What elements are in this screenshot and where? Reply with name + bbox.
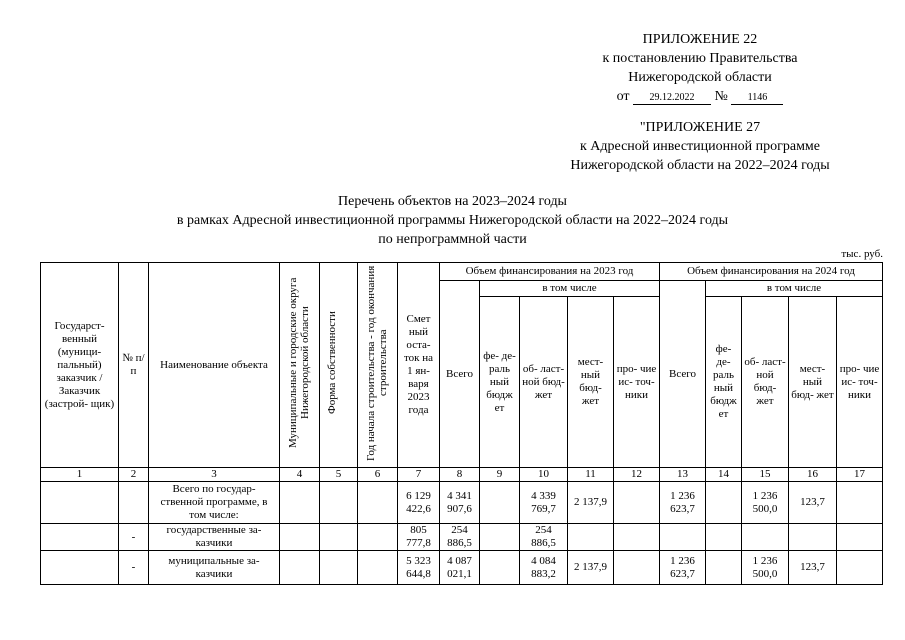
header-local-2023: мест- ный бюд- жет [568,297,614,468]
header-total-2023: Всего [440,281,480,468]
column-number: 17 [837,468,883,482]
cell-name: Всего по государ- ственной программе, в том числе: [149,482,280,524]
cell-fed24 [706,524,742,551]
header-federal-2024: фе- де- раль ный бюдж ет [706,297,742,468]
header-remaining: Смет ный оста- ток на 1 ян- варя 2023 года [398,263,440,468]
cell-reg23: 4 339 769,7 [520,482,568,524]
cell-reg23: 254 886,5 [520,524,568,551]
column-number: 13 [660,468,706,482]
header-federal-2023: фе- де- раль ный бюдж ет [480,297,520,468]
document-title [0,192,905,249]
cell-loc24 [789,524,837,551]
header-ownership-text: Форма собственности [325,311,338,415]
cell-oth23 [614,482,660,524]
cell-loc24: 123,7 [789,482,837,524]
cell-customer [41,551,119,585]
cell-loc23: 2 137,9 [568,551,614,585]
header-name: Наименование объекта [149,263,280,468]
cell-fed23 [480,524,520,551]
cell-remaining: 6 129 422,6 [398,482,440,524]
cell-reg24: 1 236 500,0 [742,482,789,524]
header-fin-2024: Объем финансирования на 2024 год [660,263,883,281]
decree-number: 1146 [731,91,783,105]
cell-ownership [320,524,358,551]
cell-fed24 [706,551,742,585]
column-number: 16 [789,468,837,482]
cell-oth23 [614,524,660,551]
column-number: 15 [742,468,789,482]
cell-district [280,551,320,585]
cell-num [119,482,149,524]
appendix-22-block [520,30,880,106]
column-number: 4 [280,468,320,482]
cell-ownership [320,551,358,585]
header-other-2023: про- чие ис- точ- ники [614,297,660,468]
header-regional-2024: об- ласт- ной бюд- жет [742,297,789,468]
header-local-2024: мест- ный бюд- жет [789,297,837,468]
cell-total23: 4 087 021,1 [440,551,480,585]
appendix-22-line2: Нижегородской области [628,70,772,85]
header-num: № п/п [119,263,149,468]
cell-district [280,482,320,524]
cell-total24: 1 236 623,7 [660,551,706,585]
column-number: 9 [480,468,520,482]
cell-remaining: 5 323 644,8 [398,551,440,585]
header-fin-2023: Объем финансирования на 2023 год [440,263,660,281]
appendix-22-title: ПРИЛОЖЕНИЕ 22 [642,32,758,47]
header-incl-2024: в том числе [706,281,883,297]
column-number: 2 [119,468,149,482]
cell-district [280,524,320,551]
cell-reg24: 1 236 500,0 [742,551,789,585]
table-row [41,551,883,585]
cell-oth24 [837,482,883,524]
column-numbers-row [41,468,883,482]
cell-customer [41,524,119,551]
header-total-2024: Всего [660,281,706,468]
column-number: 3 [149,468,280,482]
table-row [41,482,883,524]
column-number: 1 [41,468,119,482]
cell-fed23 [480,482,520,524]
column-number: 11 [568,468,614,482]
cell-ownership [320,482,358,524]
cell-name: муниципальные за- казчики [149,551,280,585]
cell-total24: 1 236 623,7 [660,482,706,524]
header-other-2024: про- чие ис- точ- ники [837,297,883,468]
cell-years [358,482,398,524]
title-line3: по непрограммной части [378,232,527,247]
cell-total23: 4 341 907,6 [440,482,480,524]
cell-loc23 [568,524,614,551]
header-years [358,263,398,468]
from-label: от [616,89,630,104]
header-customer: Государст- венный (муници- пальный) заказчик / Заказчик (застрой- щик) [41,263,119,468]
appendix-22-line1: к постановлению Правительства [602,51,798,66]
appendix-27-line2: Нижегородской области на 2022–2024 годы [570,158,830,173]
cell-name: государственные за- казчики [149,524,280,551]
cell-remaining: 805 777,8 [398,524,440,551]
appendix-27-line1: к Адресной инвестиционной программе [579,139,821,154]
cell-loc23: 2 137,9 [568,482,614,524]
header-years-text: Год начала строительства - год окончания строительства [364,265,389,461]
number-sign: № [714,89,728,104]
objects-table [40,262,883,585]
header-incl-2023: в том числе [480,281,660,297]
table-body [41,482,883,585]
cell-num: - [119,551,149,585]
title-line1: Перечень объектов на 2023–2024 годы [338,194,567,209]
header-regional-2023: об- ласт- ной бюд- жет [520,297,568,468]
header-district-text: Муниципальные и городские округа Нижегородской области [286,277,311,449]
cell-oth24 [837,524,883,551]
cell-oth23 [614,551,660,585]
cell-fed24 [706,482,742,524]
cell-years [358,551,398,585]
cell-total23: 254 886,5 [440,524,480,551]
column-number: 6 [358,468,398,482]
cell-reg23: 4 084 883,2 [520,551,568,585]
cell-loc24: 123,7 [789,551,837,585]
cell-years [358,524,398,551]
table-row [41,524,883,551]
column-number: 5 [320,468,358,482]
units-label: тыс. руб. [841,248,883,260]
cell-customer [41,482,119,524]
appendix-27-block [520,118,880,175]
appendix-27-title: "ПРИЛОЖЕНИЕ 27 [639,120,761,135]
cell-oth24 [837,551,883,585]
cell-total24 [660,524,706,551]
decree-date: 29.12.2022 [633,91,711,105]
header-row-1 [41,263,883,281]
appendix-22-date-line [520,87,880,106]
title-line2: в рамках Адресной инвестиционной программы Нижегородской области на 2022–2024 годы [176,213,729,228]
cell-num: - [119,524,149,551]
column-number: 10 [520,468,568,482]
column-number: 12 [614,468,660,482]
cell-reg24 [742,524,789,551]
column-number: 7 [398,468,440,482]
column-number: 8 [440,468,480,482]
cell-fed23 [480,551,520,585]
column-number: 14 [706,468,742,482]
header-ownership [320,263,358,468]
header-district [280,263,320,468]
